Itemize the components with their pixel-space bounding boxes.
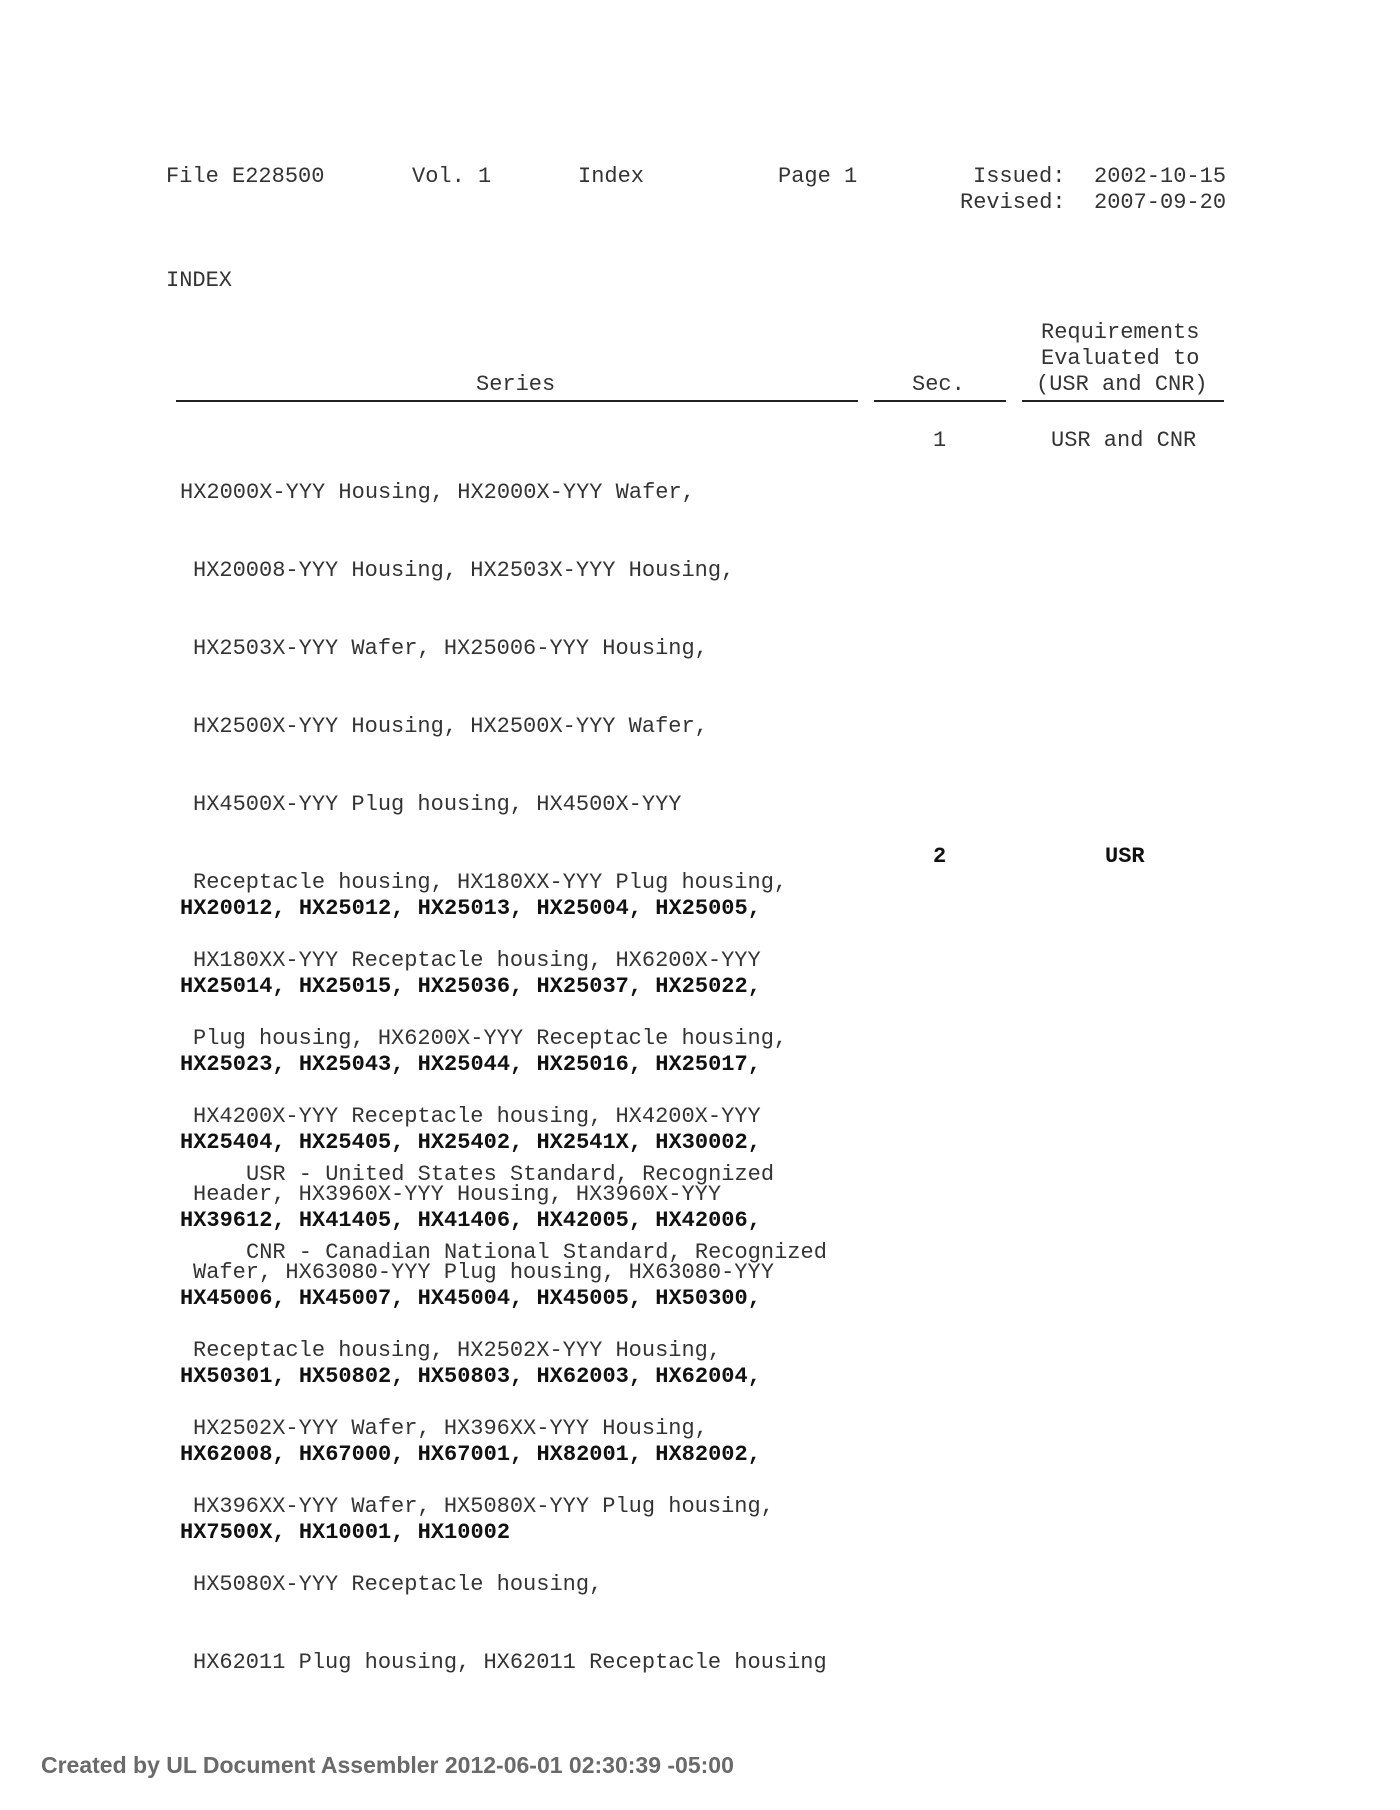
series-header-rule xyxy=(176,400,858,402)
series-line: HX2500X-YYY Housing, HX2500X-YYY Wafer, xyxy=(193,714,708,739)
volume: Vol. 1 xyxy=(412,164,492,189)
series-line: HX396XX-YYY Wafer, HX5080X-YYY Plug housing, xyxy=(193,1494,774,1519)
series-line: Wafer, HX63080-YYY Plug housing, HX63080-YYY xyxy=(193,1260,774,1285)
series-line: HX20012, HX25012, HX25013, HX25004, HX25005, xyxy=(180,896,761,921)
sec-cell: 1 xyxy=(933,428,947,453)
series-line: HX25404, HX25405, HX25402, HX2541X, HX30002, xyxy=(180,1130,761,1155)
series-line: HX50301, HX50802, HX50803, HX62003, HX62004, xyxy=(180,1364,761,1389)
requirements-header-line-1: Requirements xyxy=(1041,320,1200,345)
series-line: HX2503X-YYY Wafer, HX25006-YYY Housing, xyxy=(193,636,708,661)
series-line: HX25014, HX25015, HX25036, HX25037, HX25022, xyxy=(180,974,761,999)
revised-date: 2007-09-20 xyxy=(1094,190,1227,215)
sec-header-rule xyxy=(874,400,1006,402)
issued-date: 2002-10-15 xyxy=(1094,164,1227,189)
series-line: Receptacle housing, HX2502X-YYY Housing, xyxy=(193,1338,722,1363)
sec-cell: 2 xyxy=(933,844,947,869)
series-line: HX25023, HX25043, HX25044, HX25016, HX25017, xyxy=(180,1052,761,1077)
series-column-header: Series xyxy=(476,372,556,397)
revised-label: Revised: xyxy=(960,190,1066,215)
requirements-cell: USR and CNR xyxy=(1051,428,1197,453)
series-line: HX7500X, HX10001, HX10002 xyxy=(180,1520,511,1545)
series-line: HX62011 Plug housing, HX62011 Receptacle housing xyxy=(193,1650,827,1675)
requirements-header-rule xyxy=(1022,400,1224,402)
legend xyxy=(246,1110,827,1292)
series-line: Plug housing, HX6200X-YYY Receptacle housing, xyxy=(193,1026,788,1051)
series-line: HX20008-YYY Housing, HX2503X-YYY Housing, xyxy=(193,558,735,583)
sec-column-header: Sec. xyxy=(912,372,965,397)
series-line: HX45006, HX45007, HX45004, HX45005, HX50300, xyxy=(180,1286,761,1311)
series-line: HX2502X-YYY Wafer, HX396XX-YYY Housing, xyxy=(193,1416,708,1441)
legend-item-usr: USR - United States Standard, Recognized xyxy=(246,1162,775,1187)
series-line: HX180XX-YYY Receptacle housing, HX6200X-YYY xyxy=(193,948,761,973)
section-name: Index xyxy=(578,164,645,189)
footer-stamp: Created by UL Document Assembler 2012-06-01 02:30:39 -05:00 xyxy=(41,1752,734,1778)
page-number: Page 1 xyxy=(778,164,858,189)
series-line: Receptacle housing, HX180XX-YYY Plug housing, xyxy=(193,870,788,895)
series-line: HX5080X-YYY Receptacle housing, xyxy=(193,1572,603,1597)
requirements-header-line-3: (USR and CNR) xyxy=(1036,372,1208,397)
issued-label: Issued: xyxy=(973,164,1066,189)
legend-item-cnr: CNR - Canadian National Standard, Recognized xyxy=(246,1240,827,1265)
requirements-header-line-2: Evaluated to xyxy=(1041,346,1200,371)
series-line: HX39612, HX41405, HX41406, HX42005, HX42006, xyxy=(180,1208,761,1233)
series-line: HX4200X-YYY Receptacle housing, HX4200X-YYY xyxy=(193,1104,761,1129)
series-line: HX62008, HX67000, HX67001, HX82001, HX82002, xyxy=(180,1442,761,1467)
page-title: INDEX xyxy=(166,268,233,293)
requirements-cell: USR xyxy=(1105,844,1145,869)
file-number: File E228500 xyxy=(166,164,325,189)
series-line: Header, HX3960X-YYY Housing, HX3960X-YYY xyxy=(193,1182,722,1207)
series-line: HX2000X-YYY Housing, HX2000X-YYY Wafer, xyxy=(180,480,695,505)
series-line: HX4500X-YYY Plug housing, HX4500X-YYY xyxy=(193,792,682,817)
